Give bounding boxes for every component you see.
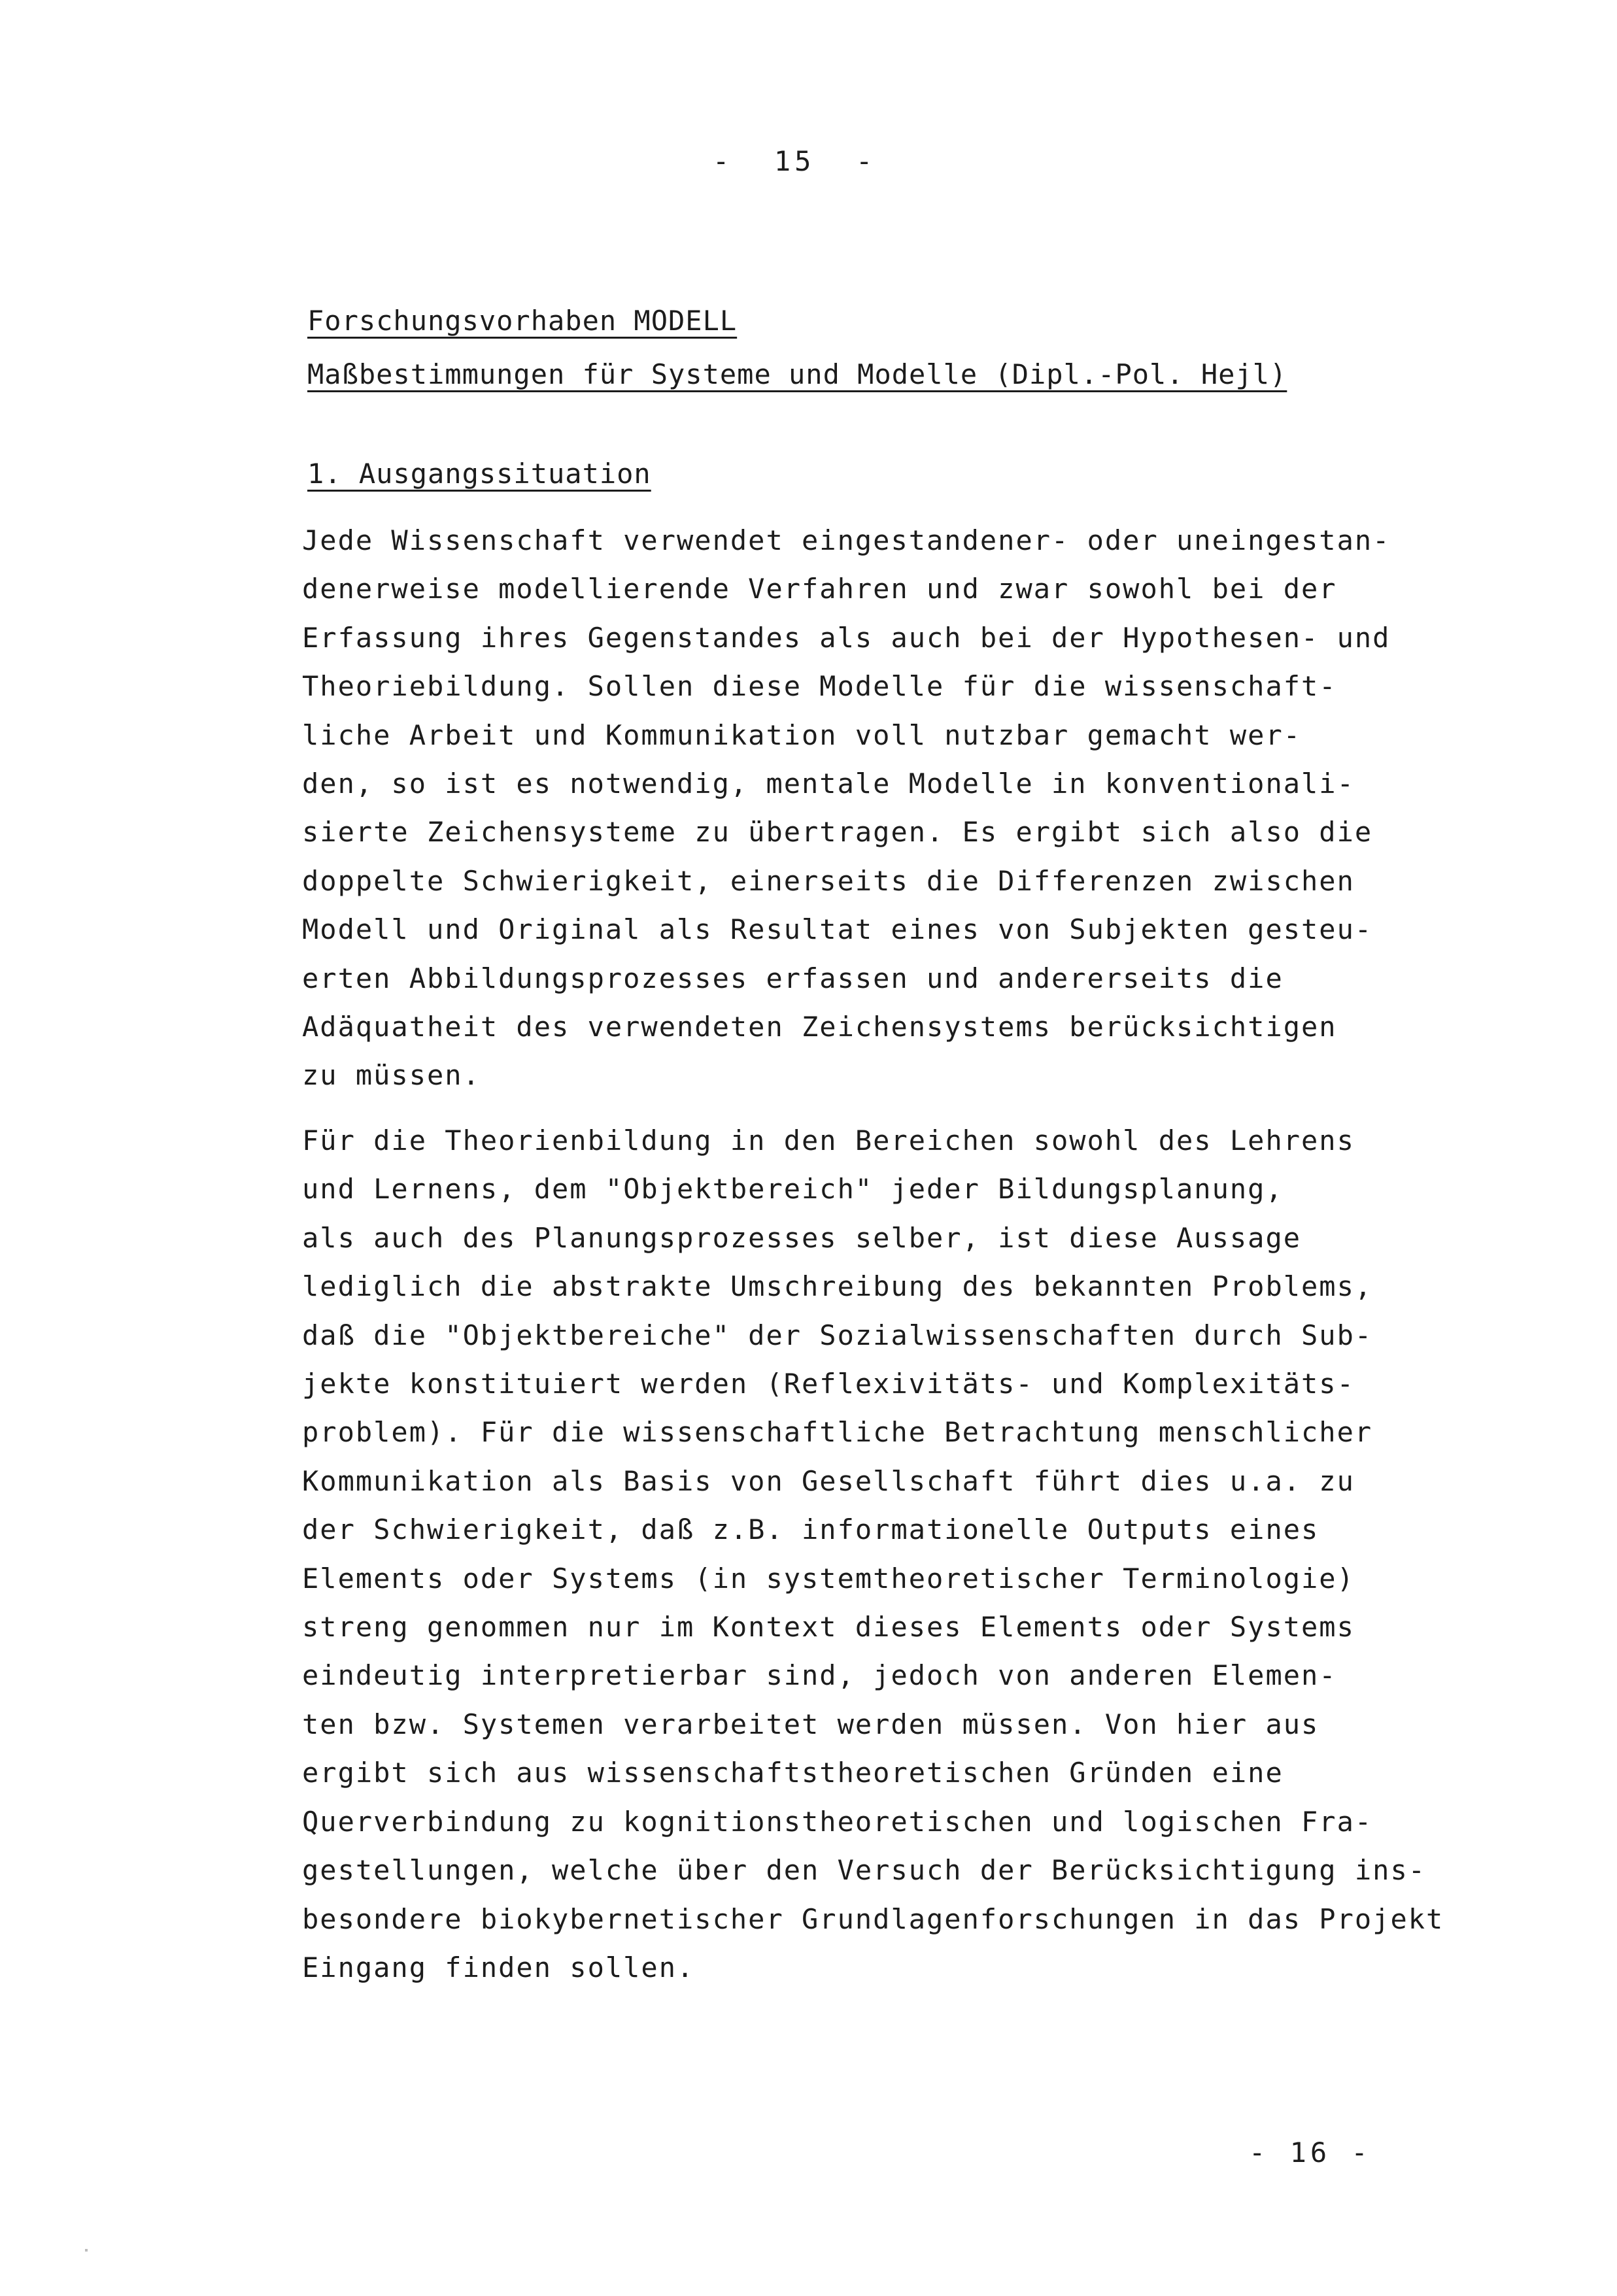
text-line: erten Abbildungsprozesses erfassen und andererseits die [302,962,1284,994]
text-line: Für die Theorienbildung in den Bereichen sowohl des Lehrens [302,1124,1355,1156]
text-line: Erfassung ihres Gegenstandes als auch bei der Hypothesen- und [302,621,1391,654]
project-subtitle-line [307,348,1287,401]
text-line: Kommunikation als Basis von Gesellschaft führt dies u.a. zu [302,1464,1355,1497]
text-line: Elements oder Systems (in systemtheoretischer Terminologie) [302,1562,1355,1595]
text-line: lediglich die abstrakte Umschreibung des bekannten Problems, [302,1270,1373,1303]
project-subtitle: Maßbestimmungen für Systeme und Modelle (Dipl.-Pol. Hejl) [307,358,1287,390]
text-line: den, so ist es notwendig, mentale Modelle in konventionali- [302,768,1355,800]
text-line: besondere biokybernetischer Grundlagenforschungen in das Projekt [302,1902,1444,1935]
section-heading: 1. Ausgangssituation [307,458,651,490]
scan-speck [85,2249,88,2252]
text-line: streng genommen nur im Kontext dieses Elements oder Systems [302,1611,1355,1644]
text-line: gestellungen, welche über den Versuch der Berücksichtigung ins- [302,1854,1427,1887]
paragraph-1 [302,516,1390,1100]
text-line: Eingang finden sollen. [302,1951,695,1984]
text-line: zu müssen. [302,1059,481,1092]
text-line: liche Arbeit und Kommunikation voll nutzbar gemacht wer- [302,718,1302,751]
project-header [307,294,1287,401]
text-line: problem). Für die wissenschaftliche Betrachtung menschlicher [302,1416,1373,1449]
text-line: sierte Zeichensysteme zu übertragen. Es ergibt sich also die [302,816,1373,849]
text-line: Modell und Original als Resultat eines von Subjekten gesteu- [302,913,1373,946]
text-line: Querverbindung zu kognitionstheoretischen und logischen Fra- [302,1805,1373,1838]
text-line: Theoriebildung. Sollen diese Modelle für die wissenschaft- [302,670,1337,703]
project-title: Forschungsvorhaben MODELL [307,305,738,337]
text-line: ergibt sich aus wissenschaftstheoretischen Gründen eine [302,1757,1284,1789]
paragraph-2 [302,1117,1444,1992]
text-line: eindeutig interpretierbar sind, jedoch von anderen Elemen- [302,1659,1337,1692]
text-line: doppelte Schwierigkeit, einerseits die Differenzen zwischen [302,864,1355,897]
text-line: jekte konstituiert werden (Reflexivitäts- und Komplexitäts- [302,1368,1355,1400]
text-line: und Lernens, dem "Objektbereich" jeder Bildungsplanung, [302,1173,1284,1206]
text-line: ten bzw. Systemen verarbeitet werden müssen. Von hier aus [302,1708,1319,1740]
page-number: - 15 - [713,145,877,177]
next-page-marker: - 16 - [1249,2136,1372,2169]
text-line: Adäquatheit des verwendeten Zeichensystems berücksichtigen [302,1011,1337,1043]
project-title-line [307,294,1287,348]
text-line: daß die "Objektbereiche" der Sozialwissenschaften durch Sub- [302,1319,1373,1351]
text-line: denerweise modellierende Verfahren und zwar sowohl bei der [302,573,1337,605]
text-line: der Schwierigkeit, daß z.B. informationelle Outputs eines [302,1513,1319,1546]
text-line: Jede Wissenschaft verwendet eingestandener- oder uneingestan- [302,524,1391,556]
text-line: als auch des Planungsprozesses selber, ist diese Aussage [302,1221,1302,1254]
